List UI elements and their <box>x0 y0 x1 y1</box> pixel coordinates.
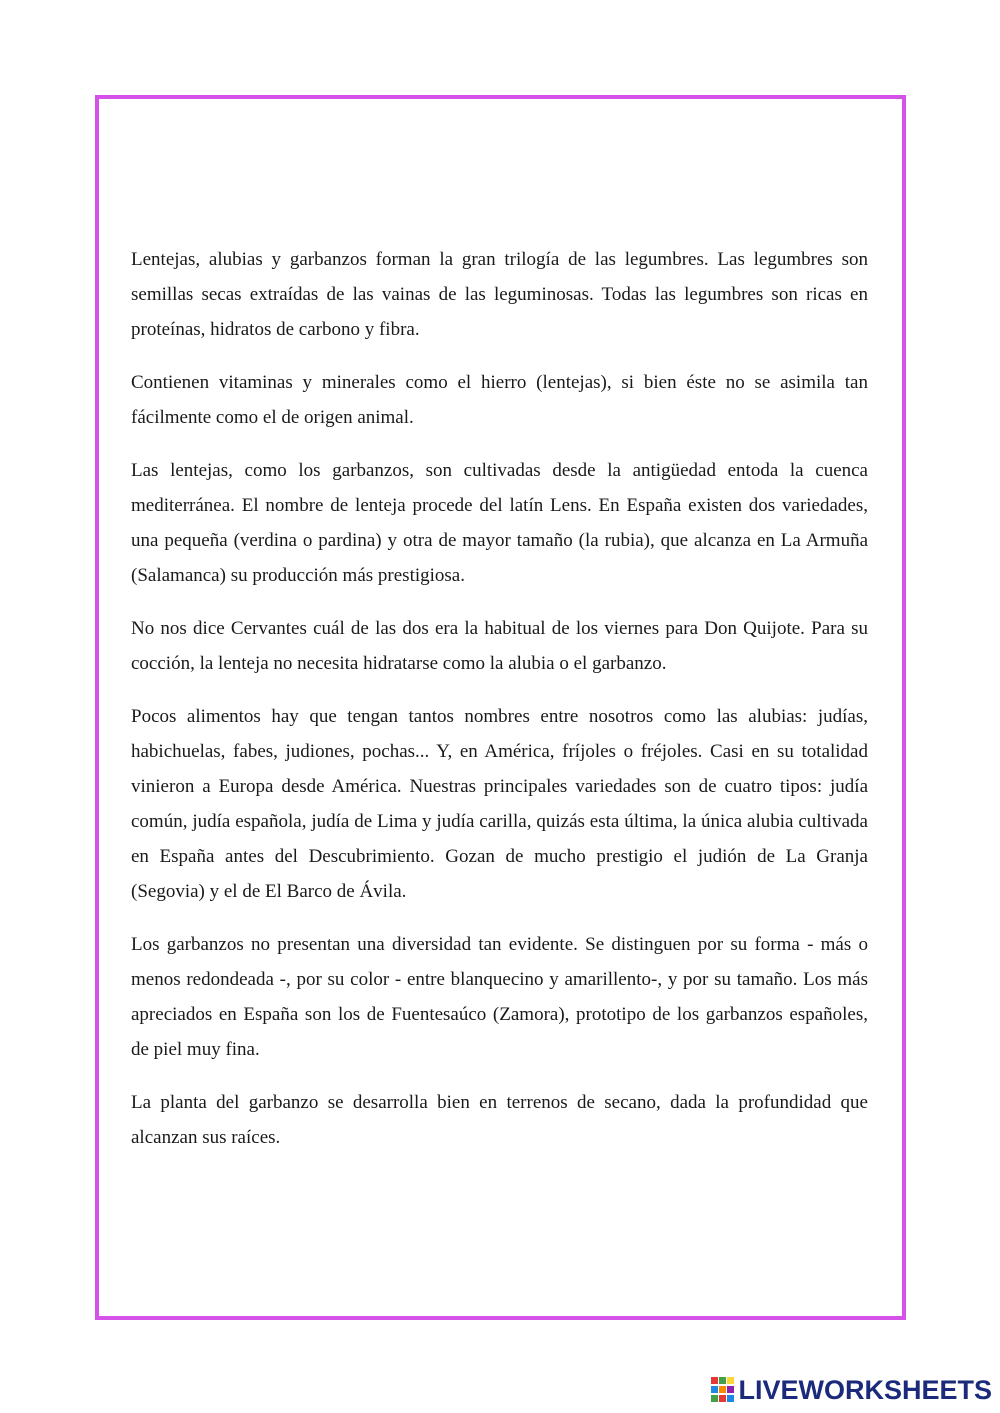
paragraph-planta-garbanzo: La planta del garbanzo se desarrolla bien en terrenos de secano, dada la profundidad que alcanzan sus raíces. <box>131 1092 868 1148</box>
paragraph-garbanzos: Los garbanzos no presentan una diversidad tan evidente. Se distinguen por su forma - más o menos redondeada -, por su color - entre blanquecino y amarillento-, y por su tamaño. Los más apreciados en España son los de Fuentesaúco (Zamora), prototipo de los garbanzos españoles, de piel muy fina. <box>131 934 868 1060</box>
liveworksheets-logo-icon <box>711 1377 735 1403</box>
paragraph-legumbres-intro: Lentejas, alubias y garbanzos forman la gran trilogía de las legumbres. Las legumbres son semillas secas extraídas de las vainas de las leguminosas. Todas las legumbres son ricas en proteínas, hidratos de carbono y fibra. <box>131 249 868 340</box>
paragraph-lentejas: Las lentejas, como los garbanzos, son cultivadas desde la antigüedad entoda la cuenca mediterránea. El nombre de lenteja procede del latín Lens. En España existen dos variedades, una pequeña (verdina o pardina) y otra de mayor tamaño (la rubia), que alcanza en La Armuña (Salamanca) su producción más prestigiosa. <box>131 460 868 586</box>
paragraph-alubias: Pocos alimentos hay que tengan tantos nombres entre nosotros como las alubias: judías, habichuelas, fabes, judiones, pochas... Y, en América, fríjoles o fréjoles. Casi en su totalidad vinieron a Europa desde América. Nuestras principales variedades son de cuatro tipos: judía común, judía española, judía de Lima y judía carilla, quizás esta última, la única alubia cultivada en España antes del Descubrimiento. Gozan de mucho prestigio el judión de La Granja (Segovia) y el de El Barco de Ávila. <box>131 706 868 902</box>
liveworksheets-brand[interactable] <box>711 1373 992 1407</box>
document-body <box>131 242 868 1173</box>
paragraph-cervantes: No nos dice Cervantes cuál de las dos era la habitual de los viernes para Don Quijote. Para su cocción, la lenteja no necesita hidratarse como la alubia o el garbanzo. <box>131 618 868 674</box>
liveworksheets-wordmark: LIVEWORKSHEETS <box>738 1374 992 1405</box>
paragraph-vitaminas: Contienen vitaminas y minerales como el hierro (lentejas), si bien éste no se asimila tan fácilmente como el de origen animal. <box>131 372 868 428</box>
